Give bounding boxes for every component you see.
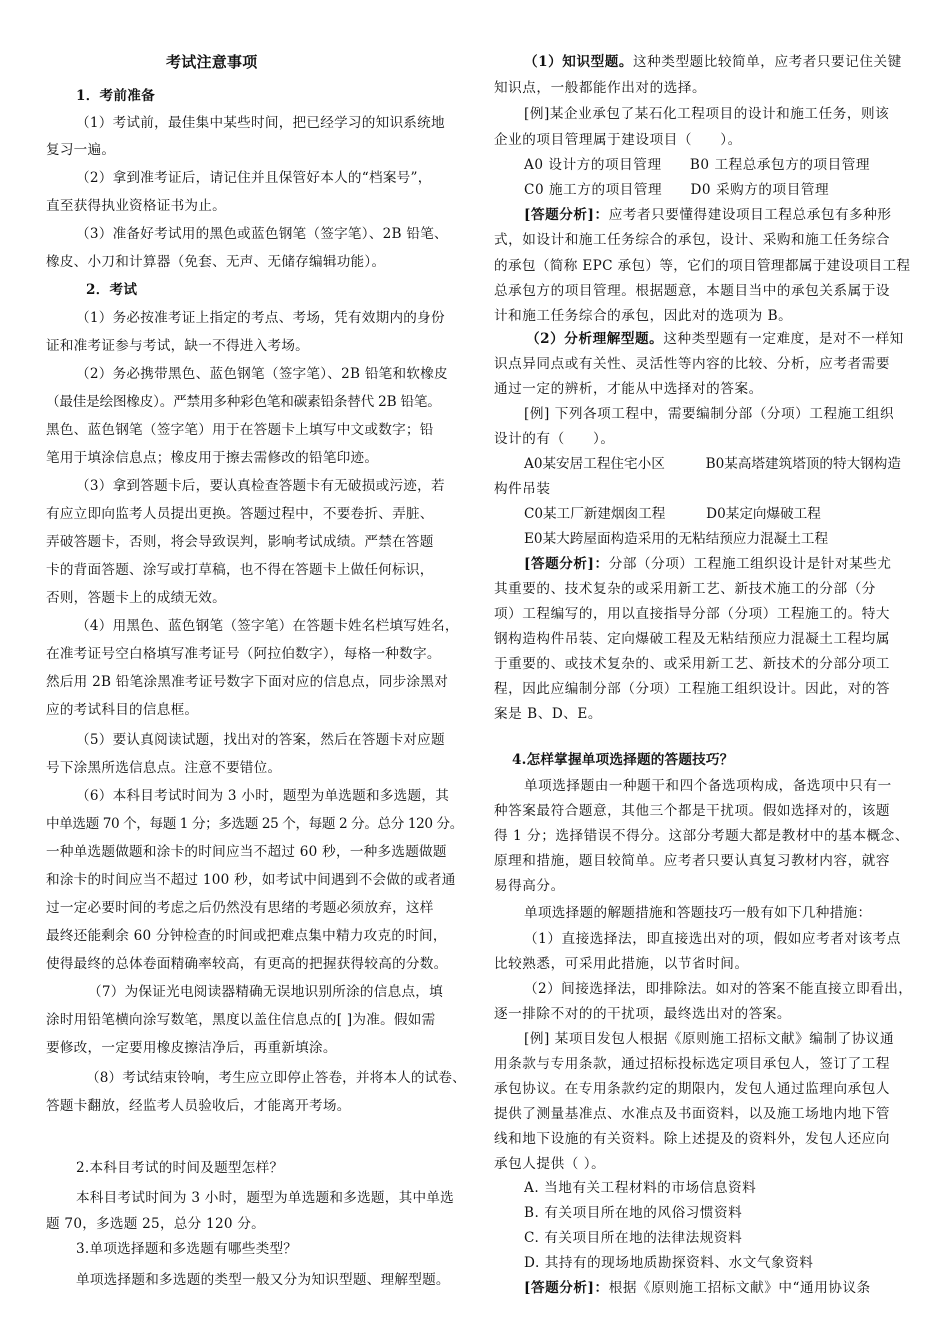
paragraph-line: 项）工程编写的，用以直接指导分部（分项）工程施工的。特大 [494,606,891,622]
paragraph-line: 本科目考试时间为 3 小时，题型为单选题和多选题，其中单选 [76,1190,454,1206]
paragraph-line: 中单选题 70 个，每题 1 分；多选题 25 个，每题 2 分。总分 120 分。 [46,816,463,832]
paragraph-line: 钢构造构件吊装、定向爆破工程及无粘结预应力混凝土工程均属 [494,631,891,647]
paragraph-line: （2）间接选择法，即排除法。如对的答案不能直接立即看出， [524,981,913,997]
paragraph-line: [答题分析]：分部（分项）工程施工组织设计是针对某些尤 [524,556,892,572]
paragraph-line: 涂时用铅笔横向涂写数笔，黑度以盖住信息点的[ ]为准。假如需 [46,1012,436,1028]
subheading-knowledge-type: （1）知识型题。 [524,54,634,70]
paragraph-line: 要修改，一定要用橡皮擦洁净后，再重新填涂。 [46,1040,337,1056]
paragraph-line: [答题分析]：应考者只要懂得建设项目工程总承包有多种形 [524,207,892,223]
paragraph-line: 黑色、蓝色钢笔（签字笔）用于在答题卡上填写中文或数字；铅 [46,422,434,438]
paragraph-line: 于重要的、或技术复杂的、或采用新工艺、新技术的分部分项工 [494,656,891,672]
paragraph-line: 承包协议。在专用条款约定的期限内，发包人通过监理向承包人 [494,1081,891,1097]
paragraph-line: （3）准备好考试用的黑色或蓝色钢笔（签字笔）、2B 铅笔、 [76,226,448,242]
paragraph-line: 笔用于填涂信息点；橡皮用于擦去需修改的铅笔印迹。 [46,450,379,466]
option-line: E0某大跨屋面构造采用的无粘结预应力混凝土工程 [524,531,829,547]
paragraph-line: 总承包方的项目管理。根据题意，本题目当中的承包关系属于设 [494,283,891,299]
paragraph-line: （7）为保证光电阅读器精确无误地识别所涂的信息点，填 [88,984,443,1000]
paragraph-line: 单项选择题由一种题干和四个备选项构成，备选项中只有一 [524,778,892,794]
paragraph-line: 有应立即向监考人员提出更换。答题过程中，不要卷折、弄脏、 [46,506,434,522]
paragraph-line: 否则，答题卡上的成绩无效。 [46,590,226,606]
question-heading: 4.怎样掌握单项选择题的答题技巧？ [512,752,734,768]
paragraph-line: 种答案最符合题意，其他三个都是干扰项。假如选择对的，该题 [494,803,891,819]
paragraph-line: [例]某企业承包了某石化工程项目的设计和施工任务，则该 [524,106,890,122]
paragraph-line: 原理和措施，题目较简单。应考者只要认真复习教材内容，就容 [494,853,891,869]
subheading-analysis-type: （2）分析理解型题。 [526,331,664,347]
paragraph-line: 通过一定的辨析，才能从中选择对的答案。 [494,381,763,397]
section-heading-exam: 2．考试 [86,282,138,298]
option-line: A0 设计方的项目管理 B0 工程总承包方的项目管理 [524,157,871,173]
paragraph-line: 比较熟悉，可采用此措施，以节省时间。 [494,956,749,972]
paragraph-line: 使得最终的总体卷面精确率较高，有更高的把握获得较高的分数。 [46,956,448,972]
page-title: 考试注意事项 [166,53,258,71]
paragraph-line: 用条款与专用条款，通过招标投标选定项目承包人，签订了工程 [494,1056,891,1072]
paragraph-line: （1）务必按准考证上指定的考点、考场，凭有效期内的身份 [76,310,445,326]
option-line: A0某安居工程住宅小区 B0某高塔建筑塔顶的特大钢构造 [524,456,901,472]
paragraph-line: 识点异同点或有关性、灵活性等内容的比较、分析，应考者需要 [494,356,891,372]
paragraph-line: 案是 B、D、E。 [494,706,603,722]
question-heading: 3.单项选择题和多选题有哪些类型？ [76,1241,298,1257]
paragraph-line: 式，如设计和施工任务综合的承包，设计、采购和施工任务综合 [494,232,891,248]
paragraph-line: 线和地下设施的有关资料。除上述提及的资料外，发包人还应向 [494,1131,891,1147]
paragraph-line: （4）用黑色、蓝色钢笔（签字笔）在答题卡姓名栏填写姓名， [76,618,459,634]
paragraph-line: （1）直接选择法，即直接选出对的项，假如应考者对该考点 [524,931,901,947]
paragraph-line: 过一定必要时间的考虑之后仍然没有思绪的考题必须放弃，这样 [46,900,434,916]
paragraph-line: 一种单选题做题和涂卡的时间应当不超过 60 秒，一种多选题做题 [46,844,447,860]
paragraph-line: （8）考试结束铃响，考生应立即停止答卷，并将本人的试卷、 [86,1070,466,1086]
answer-analysis-label: [答题分析]： [524,556,609,572]
paragraph-line: 易得高分。 [494,878,565,894]
paragraph-line: [例] 某项目发包人根据《原则施工招标文献》编制了协议通 [524,1031,895,1047]
paragraph-line: 复习一遍。 [46,142,116,158]
paragraph-line: 的承包（简称 EPC 承包）等，它们的项目管理都属于建设项目工程 [494,258,911,274]
paragraph-line: 卡的背面答题、涂写或打草稿，也不得在答题卡上做任何标识， [46,562,434,578]
paragraph-line: 在准考证号空白格填写准考证号（阿拉伯数字），每格一种数字。 [46,646,441,662]
paragraph-line: （1）知识型题。这种类型题比较简单，应考者只要记住关键 [524,54,902,70]
paragraph-line: 承包人提供（ ）。 [494,1156,606,1172]
paragraph-line: 企业的项目管理属于建设项目（ ）。 [494,132,742,148]
paragraph-line: 橡皮、小刀和计算器（免套、无声、无储存编辑功能）。 [46,254,386,270]
paragraph-line: （最佳是绘图橡皮）。严禁用多种彩色笔和碳素铅条替代 2B 铅笔。 [46,394,441,410]
paragraph-line: 应的考试科目的信息框。 [46,702,199,718]
option-line: B. 有关项目所在地的风俗习惯资料 [524,1205,743,1221]
paragraph-line: （2）拿到准考证后，请记住并且保管好本人的“档案号”， [76,170,432,186]
paragraph-line: 知识点，一般都能作出对的选择。 [494,80,707,96]
paragraph-line: （1）考试前，最佳集中某些时间，把已经学习的知识系统地 [76,115,445,131]
answer-analysis-label: [答题分析]： [524,1280,609,1296]
paragraph-line: 弄破答题卡，否则，将会导致误判，影响考试成绩。严禁在答题 [46,534,434,550]
paragraph-line: （5）要认真阅读试题，找出对的答案，然后在答题卡对应题 [76,732,445,748]
paragraph-line: 提供了测量基准点、水准点及书面资料，以及施工场地内地下管 [494,1106,891,1122]
paragraph-line: 直至获得执业资格证书为止。 [46,198,226,214]
paragraph-line: 然后用 2B 铅笔涂黑准考证号数字下面对应的信息点，同步涂黑对 [46,674,449,690]
paragraph-line: 和涂卡的时间应当不超过 100 秒，如考试中间遇到不会做的或者通 [46,872,456,888]
option-line: D. 其持有的现场地质勘探资料、水文气象资料 [524,1255,814,1271]
paragraph-line: 计和施工任务综合的承包，因此对的选项为 B。 [494,308,793,324]
paragraph-line: 逐一排除不对的的干扰项，最终选出对的答案。 [494,1006,792,1022]
paragraph-line: （2）务必携带黑色、蓝色钢笔（签字笔）、2B 铅笔和软橡皮 [76,366,448,382]
paragraph-line: （2）分析理解型题。这种类型题有一定难度，是对不一样知 [526,331,904,347]
paragraph-line: 最终还能剩余 60 分钟检查的时间或把难点集中精力攻克的时间， [46,928,447,944]
paragraph-line: 其重要的、技术复杂的或采用新工艺、新技术施工的分部（分 [494,581,876,597]
paragraph-line: 单项选择题和多选题的类型一般又分为知识型题、理解型题。 [76,1272,450,1288]
option-line: C0 施工方的项目管理 D0 采购方的项目管理 [524,182,830,198]
paragraph-line: 号下涂黑所选信息点。注意不要错位。 [46,760,282,776]
option-line: C. 有关项目所在地的法律法规资料 [524,1230,743,1246]
paragraph-line: 程，因此应编制分部（分项）工程施工组织设计。因此，对的答 [494,681,891,697]
paragraph-line: 题 70，多选题 25，总分 120 分。 [46,1216,266,1232]
paragraph-line: [例] 下列各项工程中，需要编制分部（分项）工程施工组织 [524,406,895,422]
paragraph-line: 得 1 分；选择错误不得分。这部分考题大都是教材中的基本概念、 [494,828,909,844]
paragraph-line: （6）本科目考试时间为 3 小时，题型为单选题和多选题，其 [76,788,450,804]
paragraph-line: 设计的有（ ）。 [494,431,615,447]
option-line: 构件吊装 [494,481,551,497]
answer-analysis-label: [答题分析]： [524,207,609,223]
paragraph-line: [答题分析]：根据《原则施工招标文献》中“通用协议条 [524,1280,871,1296]
option-line: A. 当地有关工程材料的市场信息资料 [524,1180,757,1196]
section-heading-preparation: 1．考前准备 [76,88,155,104]
option-line: C0某工厂新建烟囱工程 D0某定向爆破工程 [524,506,821,522]
paragraph-line: 证和准考证参与考试，缺一不得进入考场。 [46,338,310,354]
paragraph-line: 单项选择题的解题措施和答题技巧一般有如下几种措施： [524,905,872,921]
question-heading: 2.本科目考试的时间及题型怎样？ [76,1160,284,1176]
paragraph-line: 答题卡翻放，经监考人员验收后，才能离开考场。 [46,1098,351,1114]
paragraph-line: （3）拿到答题卡后，要认真检查答题卡有无破损或污迹，若 [76,478,445,494]
